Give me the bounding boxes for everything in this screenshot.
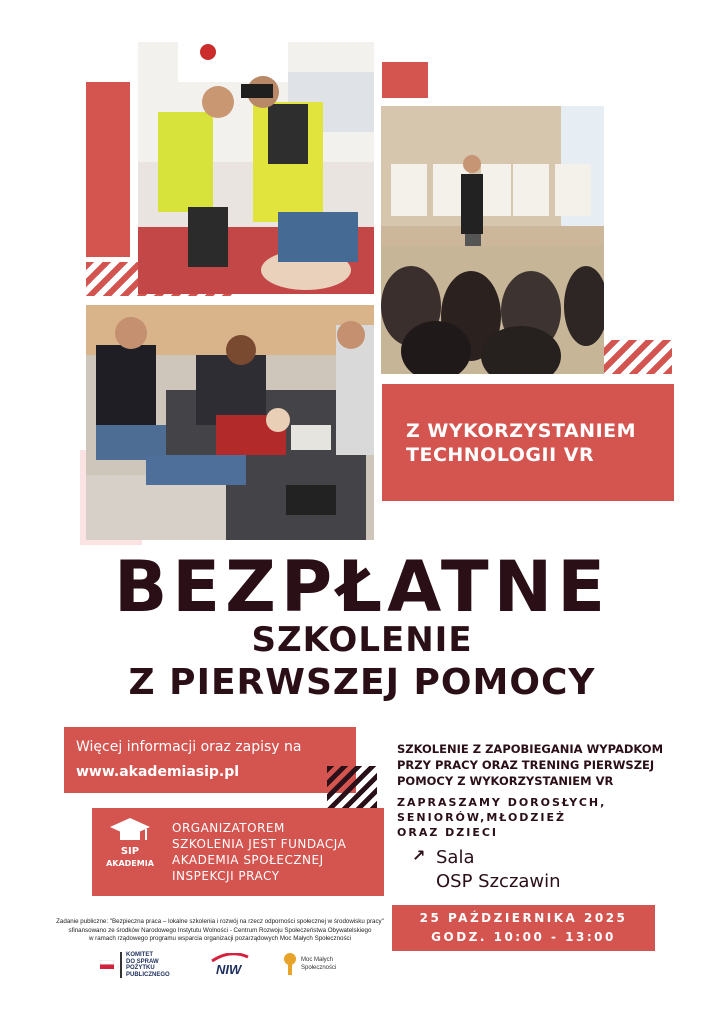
- logo-niw: [210, 953, 250, 979]
- funding-line1: Zadanie publiczne: "Bezpieczna praca – lokalne szkolenia i rozwój na rzecz odporności społecznej w środowisku pracy": [56, 918, 384, 925]
- organizer-line3: AKADEMIA SPOŁECZNEJ: [172, 853, 324, 867]
- logo-moc: [283, 952, 353, 980]
- komitet-line3: POŻYTKU: [126, 965, 155, 971]
- sip-akademia-logo: [98, 816, 162, 888]
- moc-line2: Społeczności: [301, 965, 337, 971]
- funding-line3: w ramach rządowego programu wsparcia organizacji pozarządowych Moc Małych Społeczności: [88, 935, 352, 942]
- photo-group-cpr: [86, 305, 374, 540]
- organizer-box: [92, 808, 384, 896]
- vr-badge: [382, 384, 674, 501]
- event-time: GODZ. 10:00 - 13:00: [431, 930, 616, 944]
- organizer-line2: SZKOLENIA JEST FUNDACJA: [172, 837, 347, 851]
- decor-block-top: [382, 62, 428, 98]
- komitet-line4: PUBLICZNEGO: [126, 971, 170, 978]
- event-date: 25 PAŹDZIERNIKA 2025: [419, 911, 628, 925]
- website-link[interactable]: www.akademiasip.pl: [76, 764, 240, 780]
- headline-first-aid: Z PIERWSZEJ POMOCY: [128, 662, 596, 703]
- date-box: [392, 905, 655, 951]
- headline-free: BEZPŁATNE: [113, 546, 611, 628]
- polish-flag-icon: [100, 960, 114, 969]
- info-box: [64, 727, 356, 793]
- vr-badge-line1: Z WYKORZYSTANIEM: [406, 419, 637, 442]
- niw-text: NIW: [216, 962, 242, 977]
- photo-lecture: [381, 106, 604, 374]
- invite-line1: ZAPRASZAMY DOROSŁYCH,: [397, 796, 607, 809]
- description-line3: POMOCY Z WYKORZYSTANIEM VR: [397, 774, 614, 788]
- funding-note: [50, 918, 390, 944]
- organizer-text: [172, 820, 346, 884]
- description-line1: SZKOLENIE Z ZAPOBIEGANIA WYPADKOM: [397, 742, 664, 756]
- description-line2: PRZY PRACY ORAZ TRENING PIERWSZEJ: [397, 758, 655, 772]
- photo-vr-cpr: [138, 42, 374, 294]
- graduation-cap-icon: [108, 816, 152, 846]
- location-line1: Sala: [436, 847, 475, 868]
- moc-logo-icon: [283, 952, 297, 976]
- vr-badge-line2: TECHNOLOGII VR: [406, 443, 595, 466]
- invite-line2: SENIORÓW,MŁODZIEŻ: [397, 811, 566, 824]
- location: [412, 846, 672, 894]
- logo-komitet: [100, 952, 190, 982]
- organizer-line4: INSPEKCJI PRACY: [172, 869, 280, 883]
- invite-text: [397, 795, 697, 840]
- organizer-line1: ORGANIZATOREM: [172, 821, 285, 835]
- logo-sip-text: SIP: [120, 846, 140, 857]
- logo-akademia-text: AKADEMIA: [106, 859, 154, 868]
- description: [397, 741, 697, 789]
- komitet-line1: KOMITET: [126, 952, 153, 958]
- invite-line3: ORAZ DZIECI: [397, 826, 499, 839]
- funding-line2: sfinansowano ze środków Narodowego Instytutu Wolności - Centrum Rozwoju Społeczeństwa Obywatelskiego: [68, 926, 372, 934]
- info-box-text: Więcej informacji oraz zapisy na: [76, 739, 302, 755]
- headline-training: SZKOLENIE: [251, 620, 473, 660]
- decor-block-left: [86, 82, 130, 257]
- moc-line1: Moc Małych: [301, 957, 334, 963]
- komitet-line2: DO SPRAW: [126, 958, 159, 965]
- arrow-up-right-icon: ↗: [412, 846, 426, 865]
- location-line2: OSP Szczawin: [436, 871, 561, 892]
